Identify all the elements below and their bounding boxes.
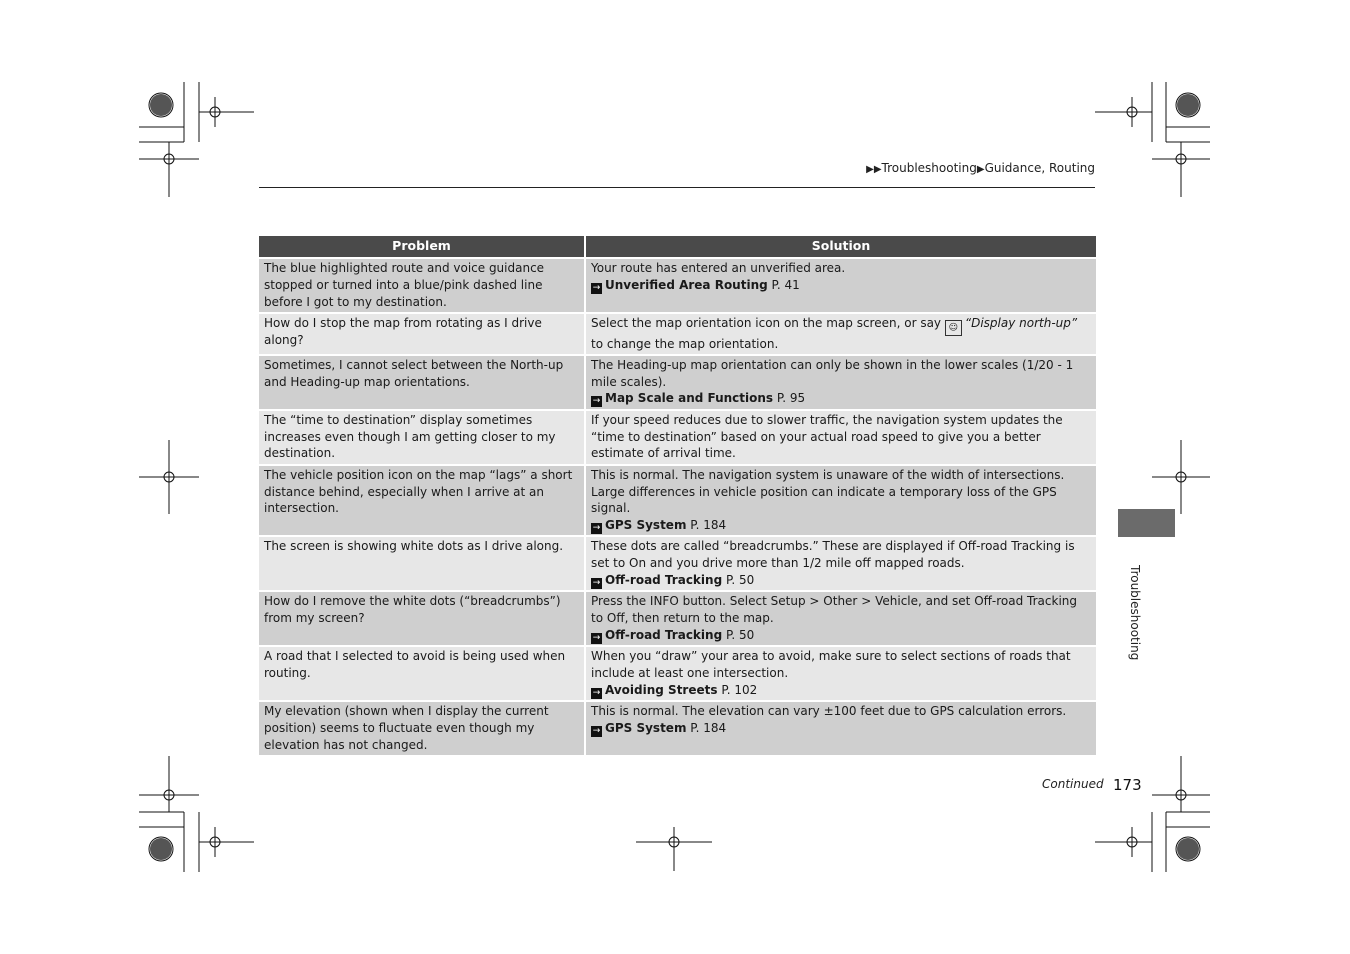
reference-title: Avoiding Streets (605, 682, 718, 697)
table-row (259, 312, 1096, 354)
solution-text: is set to (591, 539, 1075, 570)
solution-text: and you drive more than 1/2 mile off mapped roads. (649, 555, 965, 570)
setting-value: On (629, 555, 647, 570)
solution-text: This is normal. The elevation can vary ±100 feet due to GPS calculation errors. (591, 704, 1067, 719)
cross-reference[interactable] (591, 720, 1091, 737)
reference-title: Off-road Tracking (605, 572, 723, 587)
problem-cell: Sometimes, I cannot select between the North-up and Heading-up map orientations. (259, 354, 586, 409)
cross-reference[interactable] (591, 277, 1091, 294)
reference-page: P. 50 (725, 572, 755, 587)
breadcrumb-subsection[interactable]: Guidance, Routing (984, 161, 1095, 175)
table-row (259, 700, 1096, 755)
reference-title: GPS System (605, 518, 687, 533)
solution-cell (586, 354, 1096, 409)
solution-text: Press the INFO button. Select (591, 594, 767, 609)
reference-page: P. 41 (771, 277, 800, 292)
solution-text: to (591, 610, 604, 625)
solution-text: These dots are called “breadcrumbs.” These are displayed if (591, 539, 955, 554)
solution-header: Solution (586, 236, 1096, 257)
table-row (259, 464, 1096, 535)
table-row (259, 590, 1096, 645)
section-tab[interactable] (1118, 509, 1175, 537)
solution-cell (586, 257, 1096, 312)
reference-arrow-icon: → (592, 282, 601, 293)
solution-text: When you “draw” your area to avoid, make sure to select sections of roads that include at least one intersection. (591, 649, 1071, 680)
breadcrumb-separator: ▶ (976, 164, 985, 175)
cross-reference[interactable] (591, 517, 1091, 534)
solution-cell (586, 645, 1096, 700)
reference-arrow-icon: → (592, 577, 601, 588)
reference-arrow-icon: → (592, 687, 601, 698)
cross-reference[interactable] (591, 572, 1091, 589)
solution-text: This is normal. The navigation system is unaware of the width of intersections. Large differences in vehicle position can indicate a temporary loss of the GPS signal. (591, 467, 1065, 516)
solution-text: to change the map orientation. (591, 337, 779, 351)
table-row (259, 409, 1096, 464)
problem-cell: The blue highlighted route and voice guidance stopped or turned into a blue/pink dashed line before I got to my destination. (259, 257, 586, 312)
solution-text: Your route has entered an unverified area. (591, 261, 846, 275)
cross-reference[interactable] (591, 682, 1091, 699)
setting-name: Off-road Tracking (958, 539, 1062, 554)
reference-arrow-icon: → (592, 725, 601, 736)
cross-reference[interactable] (591, 390, 1091, 407)
menu-item-name: Other (823, 594, 858, 609)
problem-cell: A road that I selected to avoid is being used when routing. (259, 645, 586, 700)
reference-page: P. 95 (776, 391, 806, 406)
reference-arrow-icon: → (592, 632, 601, 643)
problem-header: Problem (259, 236, 586, 257)
solution-cell (586, 590, 1096, 645)
voice-command-icon: ☺ (945, 320, 962, 336)
problem-cell: The “time to destination” display sometimes increases even though I am getting closer to my destination. (259, 409, 586, 464)
reference-page: P. 184 (690, 720, 727, 735)
continued-label: Continued (1042, 777, 1104, 791)
table-row (259, 535, 1096, 590)
breadcrumb-arrows: ▶▶ (866, 164, 882, 175)
solution-cell (586, 700, 1096, 755)
menu-item-name: Setup (770, 594, 806, 609)
problem-cell: The screen is showing white dots as I drive along. (259, 535, 586, 590)
reference-title: Unverified Area Routing (605, 277, 768, 292)
table-row (259, 257, 1096, 312)
troubleshooting-table (259, 236, 1096, 755)
problem-cell: The vehicle position icon on the map “lags” a short distance behind, especially when I arrive at an intersection. (259, 464, 586, 535)
solution-cell (586, 464, 1096, 535)
setting-name: Off-road Tracking (974, 594, 1077, 609)
voice-command-text: “Display north-up” (964, 316, 1078, 330)
solution-text: Select the map orientation icon on the map screen, or say (591, 316, 942, 330)
menu-separator: > (861, 594, 872, 609)
reference-title: GPS System (605, 720, 687, 735)
page-number: 173 (1113, 776, 1142, 794)
reference-title: Off-road Tracking (605, 627, 723, 642)
problem-cell: How do I remove the white dots (“breadcrumbs”) from my screen? (259, 590, 586, 645)
breadcrumb-section[interactable]: Troubleshooting (881, 161, 977, 175)
breadcrumb (866, 161, 1095, 175)
solution-text: , and set (918, 594, 971, 609)
solution-cell (586, 535, 1096, 590)
cross-reference[interactable] (591, 627, 1091, 644)
reference-page: P. 50 (725, 627, 755, 642)
problem-cell: How do I stop the map from rotating as I drive along? (259, 312, 586, 354)
solution-cell: If your speed reduces due to slower traffic, the navigation system updates the “time to destination” based on your actual road speed to give you a better estimate of arrival time. (586, 409, 1096, 464)
reference-arrow-icon: → (592, 523, 601, 534)
table-row (259, 645, 1096, 700)
solution-text: The Heading-up map orientation can only be shown in the lower scales (1/20 - 1 mile scales). (591, 357, 1074, 389)
setting-value: Off (606, 610, 625, 625)
table-row (259, 354, 1096, 409)
reference-arrow-icon: → (592, 396, 601, 407)
reference-title: Map Scale and Functions (605, 391, 774, 406)
menu-item-name: Vehicle (875, 594, 919, 609)
solution-cell (586, 312, 1096, 354)
reference-page: P. 184 (690, 518, 727, 533)
header-rule (259, 187, 1095, 188)
menu-separator: > (809, 594, 820, 609)
reference-page: P. 102 (721, 682, 758, 697)
side-section-label: Troubleshooting (1128, 565, 1142, 661)
solution-text: , then return to the map. (624, 610, 774, 625)
problem-cell: My elevation (shown when I display the current position) seems to fluctuate even though my elevation has not changed. (259, 700, 586, 755)
